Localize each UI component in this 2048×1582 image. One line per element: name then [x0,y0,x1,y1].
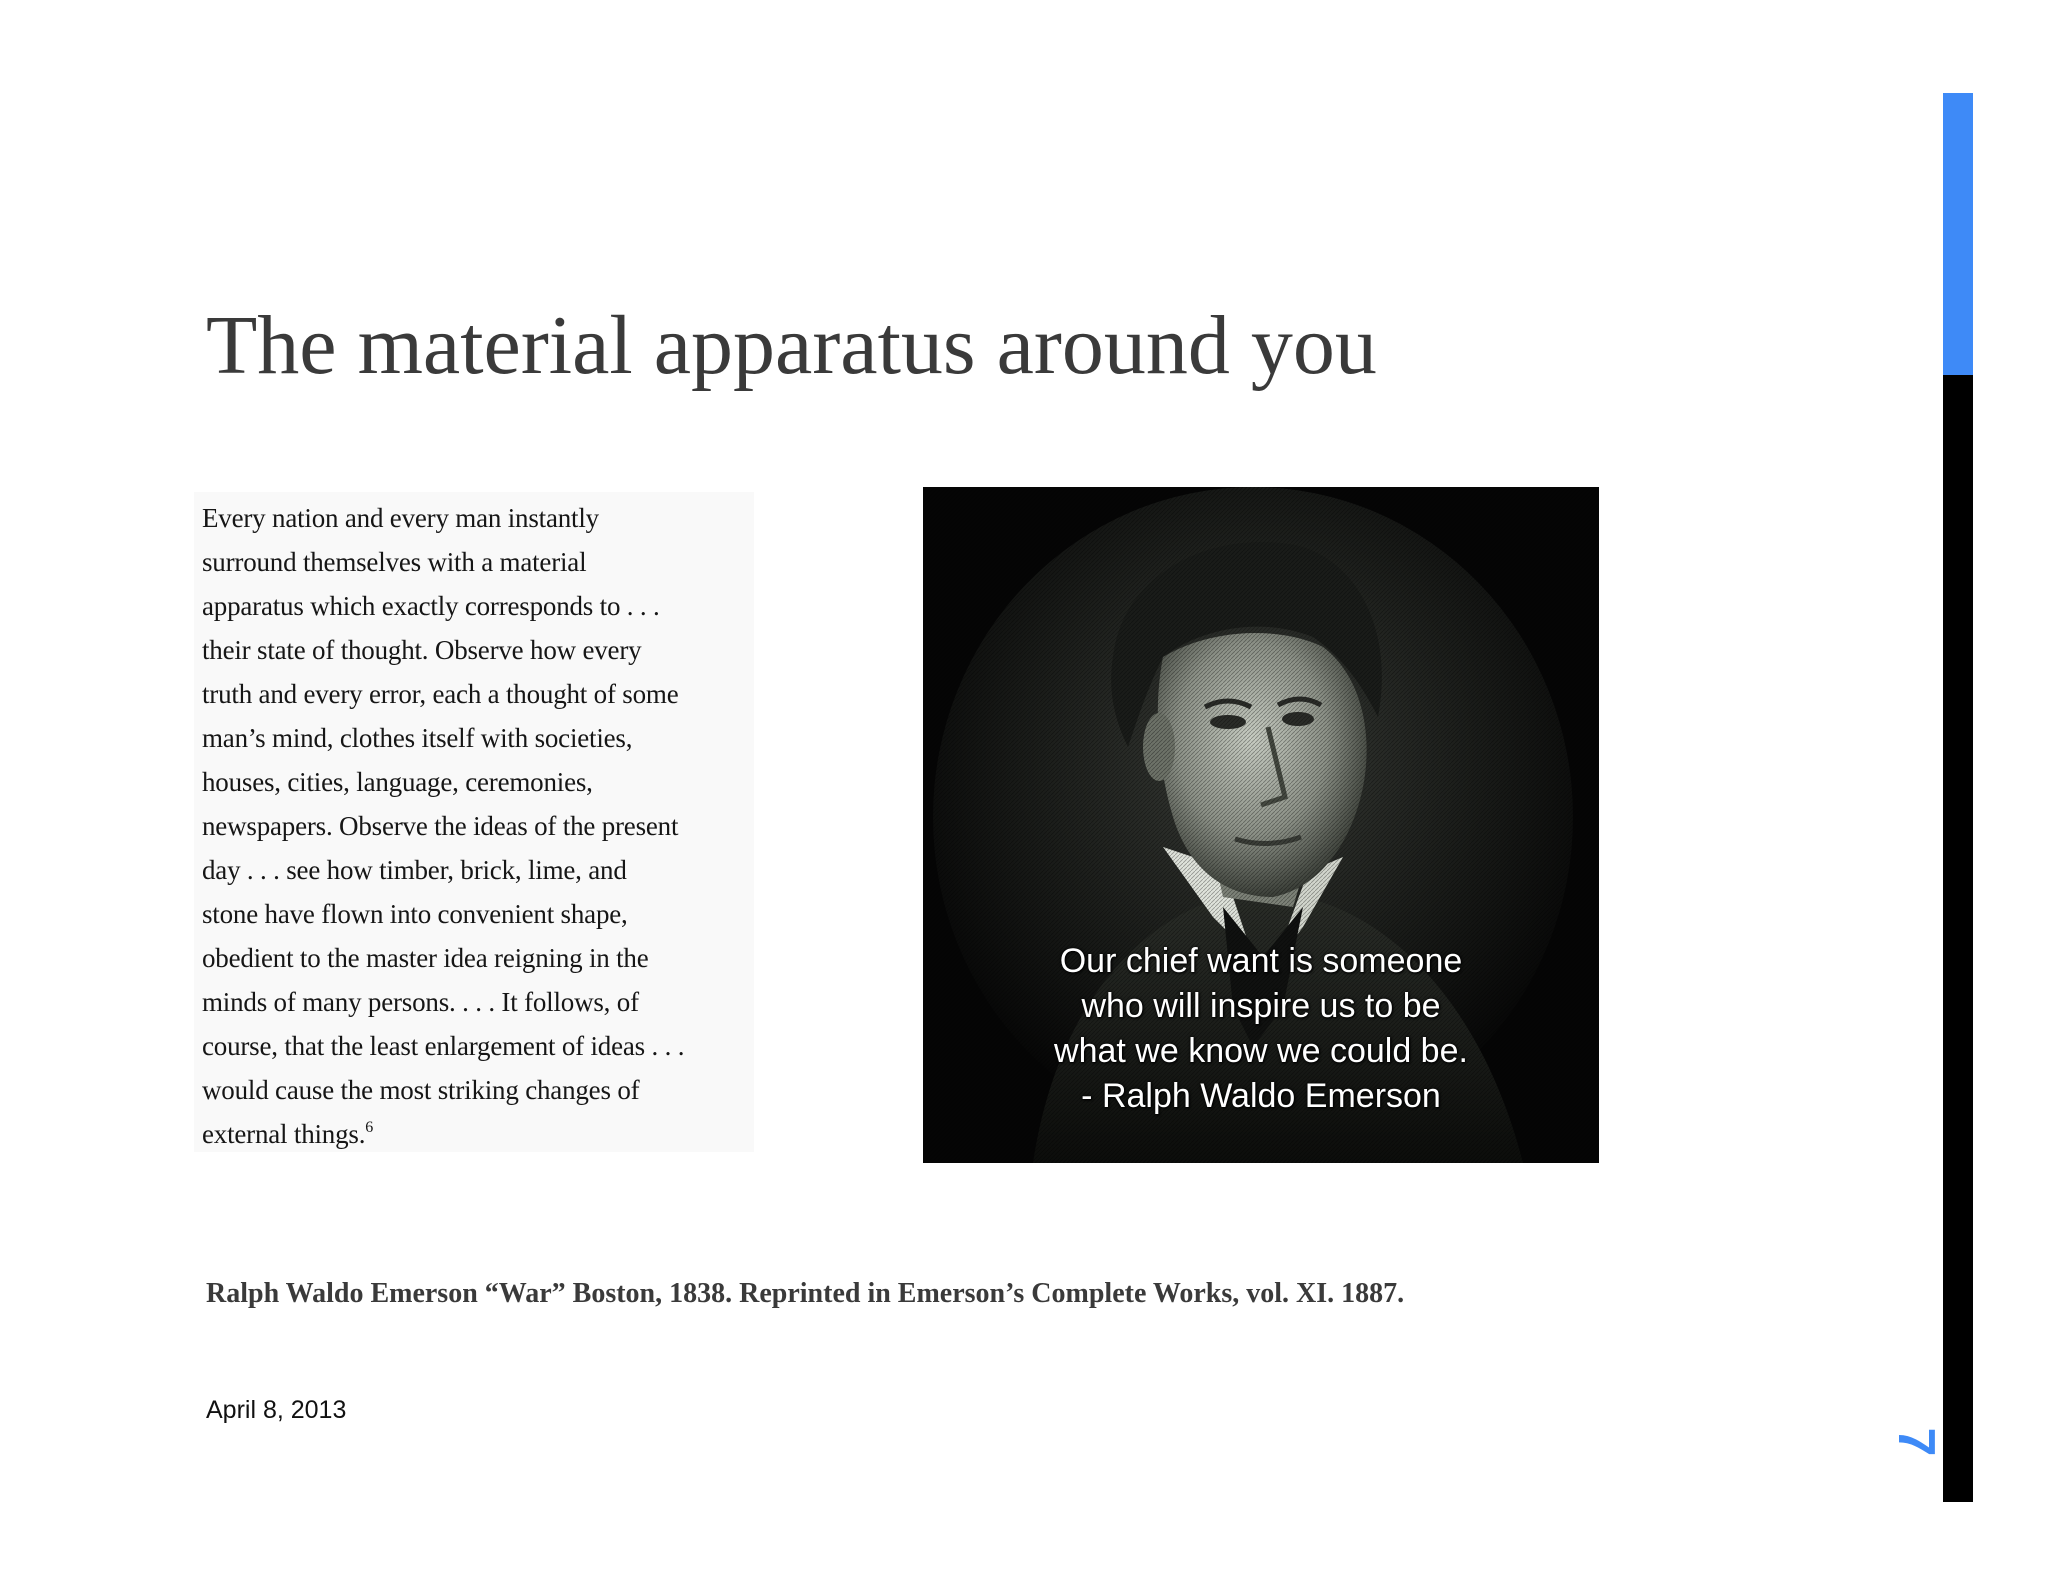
caption-line: what we know we could be. [1054,1032,1468,1070]
portrait-quote-caption [923,939,1599,1119]
excerpt-line-text: external things. [202,1119,366,1149]
excerpt-line: minds of many persons. . . . It follows, of [202,987,639,1017]
excerpt-line: course, that the least enlargement of ideas . . . [202,1031,685,1061]
excerpt-line: apparatus which exactly corresponds to . . . [202,591,660,621]
excerpt-line: man’s mind, clothes itself with societies, [202,723,633,753]
excerpt-line: houses, cities, language, ceremonies, [202,767,593,797]
slide-date: April 8, 2013 [206,1396,347,1424]
excerpt-line: obedient to the master idea reigning in the [202,943,649,973]
excerpt-line: their state of thought. Observe how every [202,635,642,665]
excerpt-line: surround themselves with a material [202,547,587,577]
excerpt-line: Every nation and every man instantly [202,503,599,533]
side-bar [1943,375,1973,1502]
caption-line: Our chief want is someone [1059,942,1463,980]
excerpt-line: stone have flown into convenient shape, [202,899,628,929]
excerpt-line: day . . . see how timber, brick, lime, and [202,855,627,885]
caption-line: - Ralph Waldo Emerson [1081,1077,1441,1115]
page-number: 7 [1887,1427,1945,1457]
excerpt-line: newspapers. Observe the ideas of the present [202,811,679,841]
slide-title: The material apparatus around you [206,299,1377,392]
side-accent-bar [1943,93,1973,375]
caption-line: who will inspire us to be [1081,987,1441,1025]
source-citation: Ralph Waldo Emerson “War” Boston, 1838. Reprinted in Emerson’s Complete Works, vol. XI. 1887. [206,1278,1405,1309]
emerson-portrait [923,487,1599,1163]
footnote-marker: 6 [365,1119,374,1136]
excerpt-line: truth and every error, each a thought of some [202,679,679,709]
excerpt-line: would cause the most striking changes of [202,1075,640,1105]
emerson-excerpt [202,496,762,1156]
excerpt-last-line [202,1112,762,1156]
